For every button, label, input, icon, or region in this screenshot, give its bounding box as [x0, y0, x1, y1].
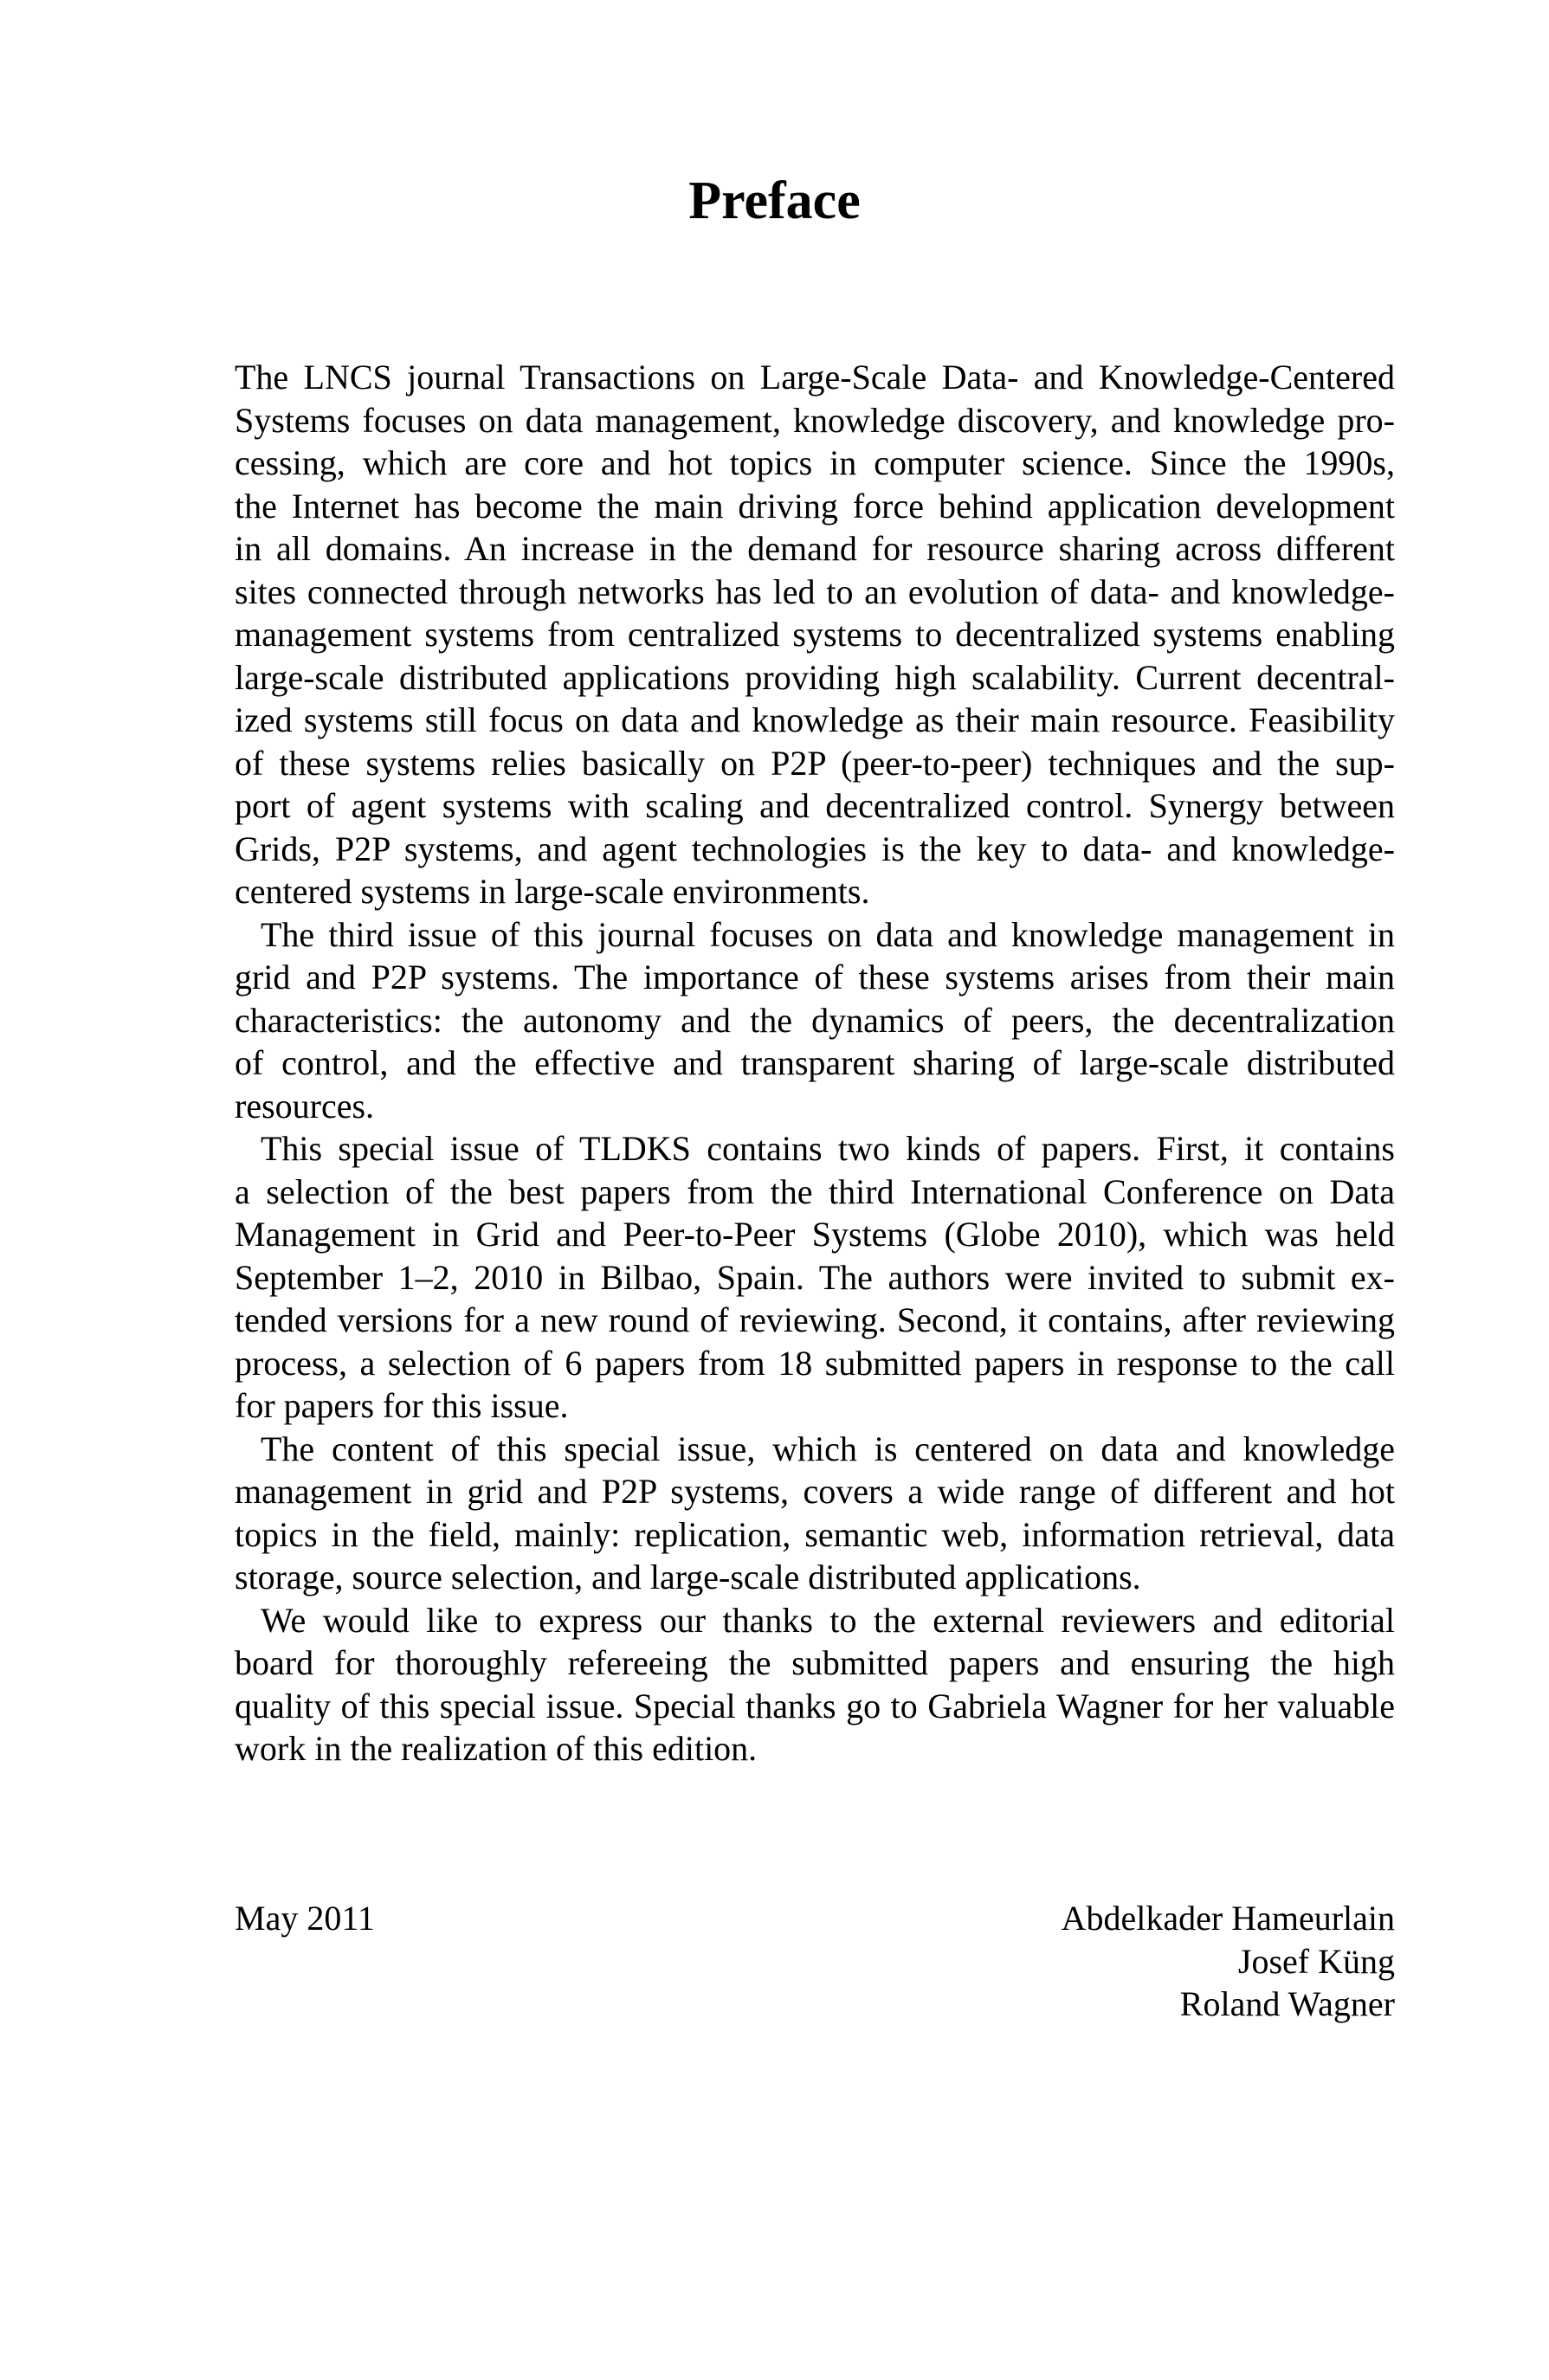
text-line: The third issue of this journal focuses on data and knowledge management in	[261, 914, 1395, 954]
text-line: quality of this special issue. Special thanks go to Gabriela Wagner for her valuable	[235, 1686, 1395, 1725]
date: May 2011	[235, 1899, 375, 1938]
text-line: grid and P2P systems. The importance of these systems arises from their main	[235, 958, 1395, 997]
text-line: management systems from centralized systems to decentralized systems enabling	[235, 615, 1395, 654]
page-title: Preface	[688, 171, 861, 230]
text-line: in all domains. An increase in the demand for resource sharing across different	[235, 529, 1395, 568]
authors	[1062, 1897, 1395, 2026]
paragraph	[235, 356, 1395, 913]
text-line: cessing, which are core and hot topics in computer science. Since the 1990s,	[235, 443, 1395, 482]
text-line: the Internet has become the main driving force behind application development	[235, 486, 1395, 526]
text-line: characteristics: the autonomy and the dynamics of peers, the decentralization	[235, 1000, 1395, 1040]
text-line: of these systems relies basically on P2P (peer-to-peer) techniques and the sup-	[235, 743, 1395, 783]
text-line: a selection of the best papers from the third International Conference on Data	[235, 1171, 1395, 1211]
text-line: Management in Grid and Peer-to-Peer Systems (Globe 2010), which was held	[235, 1215, 1395, 1254]
text-line: We would like to express our thanks to the external reviewers and editorial	[261, 1600, 1395, 1640]
preface-body	[235, 356, 1395, 1770]
text-line: tended versions for a new round of reviewing. Second, it contains, after reviewing	[235, 1300, 1395, 1339]
text-line: work in the realization of this edition.	[235, 1729, 758, 1768]
paragraph	[235, 913, 1395, 1128]
text-line: The LNCS journal Transactions on Large-Scale Data- and Knowledge-Centered	[235, 358, 1395, 397]
author-name: Abdelkader Hameurlain	[1061, 1899, 1395, 1938]
text-line: large-scale distributed applications providing high scalability. Current decentral-	[235, 657, 1395, 697]
paragraph	[235, 1428, 1395, 1599]
text-line: ized systems still focus on data and knowledge as their main resource. Feasibility	[235, 700, 1395, 739]
text-line: Systems focuses on data management, knowledge discovery, and knowledge pro-	[235, 400, 1395, 440]
paragraph	[235, 1599, 1395, 1770]
text-line: September 1–2, 2010 in Bilbao, Spain. The authors were invited to submit ex-	[235, 1257, 1395, 1297]
text-line: centered systems in large-scale environments.	[235, 872, 870, 911]
text-line: management in grid and P2P systems, covers a wide range of different and hot	[235, 1472, 1395, 1511]
paragraph	[235, 1127, 1395, 1428]
text-line: port of agent systems with scaling and decentralized control. Synergy between	[235, 786, 1395, 825]
text-line: Grids, P2P systems, and agent technologies is the key to data- and knowledge-	[235, 829, 1395, 868]
text-line: of control, and the effective and transparent sharing of large-scale distributed	[235, 1043, 1395, 1082]
text-line: process, a selection of 6 papers from 18 submitted papers in response to the call	[235, 1343, 1395, 1383]
text-line: topics in the field, mainly: replication, semantic web, information retrieval, data	[235, 1514, 1395, 1554]
text-line: storage, source selection, and large-scale distributed applications.	[235, 1558, 1141, 1596]
text-line: The content of this special issue, which is centered on data and knowledge	[261, 1429, 1395, 1468]
author-name: Roland Wagner	[1179, 1984, 1395, 2023]
text-line: resources.	[235, 1086, 375, 1126]
text-line: board for thoroughly refereeing the submitted papers and ensuring the high	[235, 1643, 1395, 1682]
author-name: Josef Küng	[1237, 1941, 1395, 1981]
text-line: for papers for this issue.	[235, 1386, 569, 1425]
text-line: sites connected through networks has led to an evolution of data- and knowledge-	[235, 571, 1395, 611]
text-line: This special issue of TLDKS contains two kinds of papers. First, it contains	[261, 1129, 1395, 1168]
